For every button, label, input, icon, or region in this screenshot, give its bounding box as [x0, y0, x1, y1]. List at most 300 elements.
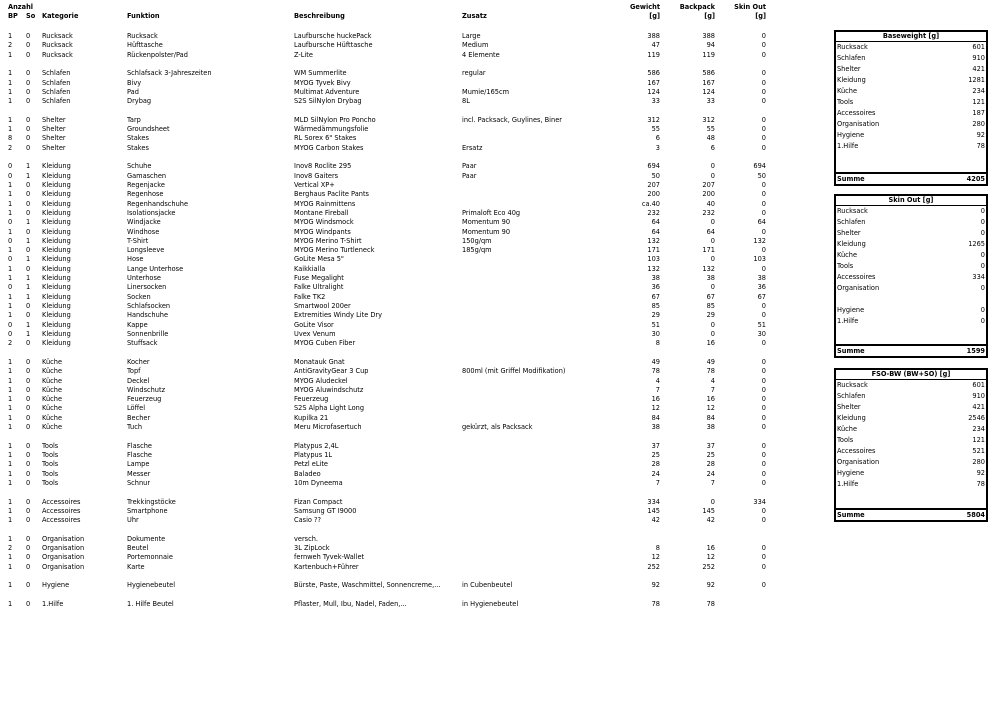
- cell-zusatz: 4 Elemente: [462, 50, 500, 59]
- cell-funktion: Pad: [127, 87, 139, 96]
- summary-category: Kleidung: [837, 414, 866, 422]
- cell-so: 1: [26, 255, 31, 264]
- cell-gewicht: 38: [651, 274, 660, 283]
- cell-so: 1: [26, 274, 31, 283]
- summary-title: Skin Out [g]: [836, 196, 986, 206]
- cell-so: 0: [26, 69, 31, 78]
- cell-beschreibung: 10m Dyneema: [294, 478, 343, 487]
- cell-kategorie: Küche: [42, 404, 63, 413]
- cell-gewicht: 28: [651, 460, 660, 469]
- summary-category: Küche: [837, 251, 858, 259]
- summary-category: Kleidung: [837, 240, 866, 248]
- cell-bp: 1: [8, 181, 13, 189]
- cell-backpack: 48: [706, 134, 715, 143]
- cell-so: 0: [26, 50, 31, 59]
- cell-beschreibung: Wärmedämmungsfolie: [294, 125, 369, 134]
- summary-category: Schlafen: [837, 218, 866, 226]
- cell-beschreibung: Laufbursche huckePack: [294, 32, 372, 40]
- cell-skinout: 0: [761, 246, 766, 255]
- cell-skinout: 0: [761, 181, 766, 189]
- cell-funktion: Kocher: [127, 357, 150, 366]
- cell-zusatz: regular: [462, 69, 486, 78]
- cell-gewicht: 49: [651, 357, 660, 366]
- cell-beschreibung: MYOG Merino T-Shirt: [294, 236, 362, 245]
- cell-kategorie: Kleidung: [42, 320, 71, 329]
- cell-so: 0: [26, 264, 31, 273]
- summary-line: [836, 119, 986, 130]
- cell-so: 1: [26, 283, 31, 292]
- cell-beschreibung: Fuse Megalight: [294, 274, 344, 283]
- cell-skinout: 0: [761, 423, 766, 431]
- summary-value: 78: [976, 142, 985, 150]
- cell-backpack: 171: [702, 246, 715, 255]
- cell-beschreibung: Fizan Compact: [294, 497, 343, 506]
- summary-line: [836, 261, 986, 272]
- cell-beschreibung: Petzl eLite: [294, 460, 328, 469]
- cell-funktion: Trekkingstöcke: [127, 497, 176, 506]
- summary-category: Rucksack: [837, 43, 868, 51]
- cell-funktion: Hygienebeutel: [127, 581, 176, 590]
- cell-gewicht: 29: [651, 311, 660, 320]
- cell-so: 0: [26, 302, 31, 310]
- cell-backpack: 12: [706, 404, 715, 413]
- cell-beschreibung: Extremities Windy Lite Dry: [294, 311, 383, 320]
- cell-backpack: 388: [702, 32, 715, 40]
- summary-value: 1265: [968, 240, 985, 248]
- header-gewicht: Gewicht: [630, 3, 660, 11]
- cell-skinout: 0: [761, 460, 766, 469]
- summary-value: 92: [976, 131, 985, 139]
- cell-bp: 1: [8, 264, 13, 273]
- cell-kategorie: Organisation: [42, 534, 85, 543]
- cell-so: 1: [26, 236, 31, 245]
- summary-line: [836, 239, 986, 250]
- header-backpack-unit: [g]: [704, 12, 715, 20]
- cell-backpack: 78: [706, 367, 715, 376]
- cell-skinout: 0: [761, 357, 766, 366]
- cell-kategorie: Kleidung: [42, 227, 71, 236]
- cell-skinout: 0: [761, 97, 766, 106]
- cell-backpack: 7: [710, 478, 715, 487]
- cell-so: 0: [26, 553, 31, 562]
- summary-category: Tools: [837, 436, 854, 444]
- cell-kategorie: Kleidung: [42, 208, 71, 217]
- cell-kategorie: Rucksack: [42, 32, 73, 40]
- cell-kategorie: Kleidung: [42, 292, 71, 301]
- cell-so: 0: [26, 134, 31, 143]
- cell-bp: 1: [8, 441, 13, 450]
- summary-value: 334: [972, 273, 985, 281]
- cell-kategorie: Kleidung: [42, 218, 71, 227]
- cell-backpack: 200: [702, 190, 715, 199]
- cell-funktion: Beutel: [127, 544, 149, 553]
- cell-beschreibung: Platypus 2,4L: [294, 441, 339, 450]
- cell-so: 0: [26, 190, 31, 199]
- summary-category: Organisation: [837, 120, 880, 128]
- summary-line: [836, 141, 986, 152]
- cell-funktion: Stakes: [127, 134, 149, 143]
- summary-line: [836, 130, 986, 141]
- cell-funktion: Bivy: [127, 78, 142, 87]
- cell-bp: 1: [8, 395, 13, 404]
- cell-bp: 1: [8, 227, 13, 236]
- cell-funktion: Gamaschen: [127, 171, 167, 180]
- cell-kategorie: Kleidung: [42, 255, 71, 264]
- cell-bp: 1: [8, 404, 13, 413]
- summary-baseweight: [834, 30, 988, 186]
- cell-beschreibung: fernweh Tyvek-Wallet: [294, 553, 365, 562]
- cell-funktion: Lange Unterhose: [127, 264, 184, 273]
- summary-line: [836, 283, 986, 294]
- cell-kategorie: Kleidung: [42, 171, 71, 180]
- cell-gewicht: 78: [651, 367, 660, 376]
- cell-backpack: 0: [710, 255, 715, 264]
- cell-backpack: 167: [702, 78, 715, 87]
- cell-kategorie: Tools: [42, 469, 59, 478]
- cell-so: 0: [26, 125, 31, 134]
- cell-bp: 0: [8, 283, 13, 292]
- cell-kategorie: Kleidung: [42, 236, 71, 245]
- summary-line: [836, 468, 986, 479]
- cell-kategorie: Tools: [42, 451, 59, 459]
- cell-bp: 1: [8, 534, 13, 543]
- cell-skinout: 0: [761, 441, 766, 450]
- cell-funktion: Regenhandschuhe: [127, 199, 189, 208]
- summary-line: [836, 316, 986, 327]
- cell-bp: 1: [8, 87, 13, 96]
- cell-funktion: Drybag: [127, 97, 152, 106]
- cell-skinout: 0: [761, 199, 766, 208]
- summary-category: Küche: [837, 87, 858, 95]
- cell-beschreibung: MYOG Aluwindschutz: [294, 385, 364, 394]
- cell-bp: 2: [8, 41, 13, 50]
- summary-value: 421: [972, 403, 985, 411]
- cell-gewicht: 7: [655, 478, 660, 487]
- cell-kategorie: Organisation: [42, 553, 85, 562]
- cell-gewicht: 55: [651, 125, 660, 134]
- cell-kategorie: Küche: [42, 385, 63, 394]
- cell-funktion: Hose: [127, 255, 144, 264]
- cell-funktion: 1. Hilfe Beutel: [127, 599, 174, 608]
- summary-line: [836, 391, 986, 402]
- cell-so: 0: [26, 246, 31, 255]
- cell-funktion: Dokumente: [127, 534, 166, 543]
- cell-funktion: Smartphone: [127, 506, 168, 515]
- cell-bp: 1: [8, 246, 13, 255]
- summary-value: 0: [980, 218, 985, 226]
- summary-line: [836, 305, 986, 316]
- cell-funktion: Feuerzeug: [127, 395, 162, 404]
- cell-funktion: Deckel: [127, 376, 150, 385]
- cell-backpack: 6: [710, 143, 715, 152]
- cell-beschreibung: Pflaster, Mull, Ibu, Nadel, Faden,...: [294, 599, 407, 608]
- cell-gewicht: 37: [651, 441, 660, 450]
- cell-bp: 1: [8, 497, 13, 506]
- summary-category: Organisation: [837, 458, 880, 466]
- cell-beschreibung: Laufbursche Hüfttasche: [294, 41, 373, 50]
- cell-so: 0: [26, 599, 31, 608]
- summary-line: [836, 42, 986, 53]
- cell-bp: 1: [8, 516, 13, 525]
- cell-skinout: 103: [753, 255, 766, 264]
- cell-so: 0: [26, 78, 31, 87]
- cell-backpack: 40: [706, 199, 715, 208]
- cell-so: 0: [26, 311, 31, 320]
- cell-skinout: 334: [753, 497, 766, 506]
- cell-beschreibung: Z-Lite: [294, 50, 313, 59]
- cell-bp: 1: [8, 413, 13, 422]
- cell-bp: 1: [8, 208, 13, 217]
- cell-bp: 1: [8, 357, 13, 366]
- cell-so: 0: [26, 581, 31, 590]
- summary-line: [836, 424, 986, 435]
- summary-skin-out: [834, 194, 988, 358]
- cell-backpack: 24: [706, 469, 715, 478]
- summary-category: Rucksack: [837, 207, 868, 215]
- cell-beschreibung: GoLite Mesa 5": [294, 255, 344, 264]
- cell-zusatz: 150g/qm: [462, 236, 492, 245]
- cell-kategorie: Kleidung: [42, 264, 71, 273]
- summary-line: [836, 97, 986, 108]
- cell-beschreibung: Inov8 Roclite 295: [294, 162, 352, 171]
- cell-skinout: 0: [761, 311, 766, 320]
- summary-category: Küche: [837, 425, 858, 433]
- summary-category: Hygiene: [837, 306, 865, 314]
- cell-zusatz: 8L: [462, 97, 470, 106]
- summary-line: [836, 206, 986, 217]
- cell-kategorie: Küche: [42, 376, 63, 385]
- cell-backpack: 0: [710, 162, 715, 171]
- summary-value: 0: [980, 262, 985, 270]
- cell-gewicht: 388: [647, 32, 660, 40]
- cell-so: 0: [26, 143, 31, 152]
- summary-value: 280: [972, 458, 985, 466]
- cell-zusatz: Mumie/165cm: [462, 87, 510, 96]
- cell-bp: 1: [8, 478, 13, 487]
- cell-backpack: 78: [706, 599, 715, 608]
- summary-category: 1.Hilfe: [837, 317, 859, 325]
- cell-so: 1: [26, 162, 31, 171]
- summary-total-label: Summe: [837, 511, 865, 519]
- summary-value: 0: [980, 229, 985, 237]
- cell-gewicht: 6: [655, 134, 660, 143]
- cell-kategorie: Tools: [42, 441, 59, 450]
- cell-kategorie: Schlafen: [42, 69, 71, 78]
- cell-gewicht: 3: [655, 143, 660, 152]
- cell-beschreibung: MYOG Aludeckel: [294, 376, 348, 385]
- cell-skinout: 0: [761, 190, 766, 199]
- cell-gewicht: 78: [651, 599, 660, 608]
- cell-backpack: 92: [706, 581, 715, 590]
- cell-gewicht: 145: [647, 506, 660, 515]
- cell-beschreibung: Meru Microfasertuch: [294, 423, 362, 431]
- header-bp: BP: [8, 12, 18, 20]
- cell-funktion: Windjacke: [127, 218, 161, 227]
- cell-skinout: 0: [761, 562, 766, 571]
- cell-beschreibung: Baladeo: [294, 469, 321, 478]
- cell-bp: 1: [8, 199, 13, 208]
- cell-backpack: 312: [702, 115, 715, 124]
- summary-category: Accessoires: [837, 273, 876, 281]
- summary-total-label: Summe: [837, 347, 865, 355]
- cell-funktion: Flasche: [127, 451, 152, 459]
- cell-bp: 0: [8, 171, 13, 180]
- cell-so: 0: [26, 544, 31, 553]
- cell-backpack: 33: [706, 97, 715, 106]
- cell-kategorie: Tools: [42, 460, 59, 469]
- cell-backpack: 38: [706, 423, 715, 431]
- cell-skinout: 67: [757, 292, 766, 301]
- cell-gewicht: 24: [651, 469, 660, 478]
- cell-zusatz: Medium: [462, 41, 489, 50]
- summary-line: [836, 446, 986, 457]
- cell-so: 0: [26, 562, 31, 571]
- cell-bp: 1: [8, 50, 13, 59]
- cell-funktion: Topf: [127, 367, 141, 376]
- cell-gewicht: 8: [655, 544, 660, 553]
- cell-gewicht: 119: [647, 50, 660, 59]
- cell-zusatz: Paar: [462, 162, 477, 171]
- cell-skinout: 0: [761, 134, 766, 143]
- summary-value: 910: [972, 392, 985, 400]
- cell-funktion: Windschutz: [127, 385, 166, 394]
- cell-skinout: 64: [757, 218, 766, 227]
- cell-kategorie: Shelter: [42, 125, 66, 134]
- cell-so: 0: [26, 506, 31, 515]
- cell-bp: 1: [8, 115, 13, 124]
- cell-kategorie: Schlafen: [42, 97, 71, 106]
- cell-beschreibung: MYOG Cuben Fiber: [294, 339, 356, 348]
- cell-so: 0: [26, 32, 31, 40]
- summary-title: FSO-BW (BW+SO) [g]: [836, 370, 986, 380]
- cell-funktion: Tuch: [127, 423, 143, 431]
- header-skinout-unit: [g]: [755, 12, 766, 20]
- cell-kategorie: Accessoires: [42, 506, 81, 515]
- cell-beschreibung: MYOG Windpants: [294, 227, 351, 236]
- header-funktion: Funktion: [127, 12, 160, 20]
- summary-line: [836, 217, 986, 228]
- cell-beschreibung: S2S SilNylon Drybag: [294, 97, 362, 106]
- cell-skinout: 0: [761, 395, 766, 404]
- cell-so: 1: [26, 329, 31, 338]
- cell-backpack: 49: [706, 357, 715, 366]
- cell-beschreibung: Platypus 1L: [294, 451, 333, 459]
- cell-zusatz: in Hygienebeutel: [462, 599, 519, 608]
- summary-category: Accessoires: [837, 447, 876, 455]
- summary-category: Tools: [837, 98, 854, 106]
- cell-so: 0: [26, 376, 31, 385]
- cell-beschreibung: Inov8 Gaiters: [294, 171, 339, 180]
- cell-beschreibung: MYOG Rainmittens: [294, 199, 356, 208]
- cell-skinout: 0: [761, 69, 766, 78]
- cell-gewicht: 36: [651, 283, 660, 292]
- cell-beschreibung: Vertical XP+: [294, 181, 335, 189]
- cell-gewicht: 16: [651, 395, 660, 404]
- cell-backpack: 232: [702, 208, 715, 217]
- cell-funktion: Longsleeve: [127, 246, 165, 255]
- cell-gewicht: 124: [647, 87, 660, 96]
- cell-beschreibung: MYOG Tyvek Bivy: [294, 78, 351, 87]
- cell-funktion: Isolationsjacke: [127, 208, 176, 217]
- cell-beschreibung: GoLite Visor: [294, 320, 334, 329]
- cell-bp: 0: [8, 329, 13, 338]
- cell-skinout: 36: [757, 283, 766, 292]
- cell-skinout: 38: [757, 274, 766, 283]
- cell-backpack: 12: [706, 553, 715, 562]
- cell-gewicht: 103: [647, 255, 660, 264]
- cell-gewicht: 42: [651, 516, 660, 525]
- cell-beschreibung: MYOG Windsmock: [294, 218, 354, 227]
- cell-bp: 1: [8, 78, 13, 87]
- summary-line: [836, 108, 986, 119]
- cell-skinout: 0: [761, 227, 766, 236]
- cell-skinout: 50: [757, 171, 766, 180]
- cell-backpack: 67: [706, 292, 715, 301]
- cell-kategorie: Rucksack: [42, 41, 73, 50]
- cell-zusatz: Paar: [462, 171, 477, 180]
- cell-bp: 0: [8, 162, 13, 171]
- cell-kategorie: Hygiene: [42, 581, 70, 590]
- cell-skinout: 0: [761, 264, 766, 273]
- cell-kategorie: Rucksack: [42, 50, 73, 59]
- cell-funktion: Windhose: [127, 227, 160, 236]
- cell-zusatz: gekürzt, als Packsack: [462, 423, 533, 431]
- cell-skinout: 0: [761, 506, 766, 515]
- cell-skinout: 0: [761, 413, 766, 422]
- cell-skinout: 0: [761, 553, 766, 562]
- cell-kategorie: Küche: [42, 367, 63, 376]
- cell-bp: 8: [8, 134, 13, 143]
- cell-backpack: 16: [706, 395, 715, 404]
- cell-skinout: 694: [753, 162, 766, 171]
- summary-total: [836, 508, 986, 520]
- cell-zusatz: Momentum 90: [462, 218, 511, 227]
- summary-line: [836, 53, 986, 64]
- cell-gewicht: 200: [647, 190, 660, 199]
- cell-backpack: 207: [702, 181, 715, 189]
- cell-kategorie: Kleidung: [42, 311, 71, 320]
- summary-value: 92: [976, 469, 985, 477]
- summary-category: 1.Hilfe: [837, 142, 859, 150]
- summary-value: 0: [980, 306, 985, 314]
- cell-gewicht: 207: [647, 181, 660, 189]
- cell-funktion: Schlafsack 3-Jahreszeiten: [127, 69, 212, 78]
- cell-backpack: 0: [710, 497, 715, 506]
- summary-line: [836, 272, 986, 283]
- cell-backpack: 0: [710, 171, 715, 180]
- header-skinout: Skin Out: [734, 3, 766, 11]
- cell-funktion: Regenjacke: [127, 181, 165, 189]
- cell-bp: 1: [8, 506, 13, 515]
- summary-value: 0: [980, 251, 985, 259]
- summary-total-label: Summe: [837, 175, 865, 183]
- summary-line: [836, 479, 986, 490]
- cell-backpack: 0: [710, 218, 715, 227]
- cell-skinout: 0: [761, 32, 766, 40]
- cell-beschreibung: Feuerzeug: [294, 395, 329, 404]
- cell-bp: 1: [8, 367, 13, 376]
- cell-zusatz: Momentum 90: [462, 227, 511, 236]
- cell-beschreibung: Casio ??: [294, 516, 322, 525]
- cell-skinout: 132: [753, 236, 766, 245]
- cell-kategorie: Organisation: [42, 544, 85, 553]
- cell-backpack: 0: [710, 329, 715, 338]
- cell-skinout: 0: [761, 125, 766, 134]
- cell-skinout: 0: [761, 50, 766, 59]
- cell-backpack: 0: [710, 236, 715, 245]
- summary-fso-bw: [834, 368, 988, 522]
- cell-gewicht: 92: [651, 581, 660, 590]
